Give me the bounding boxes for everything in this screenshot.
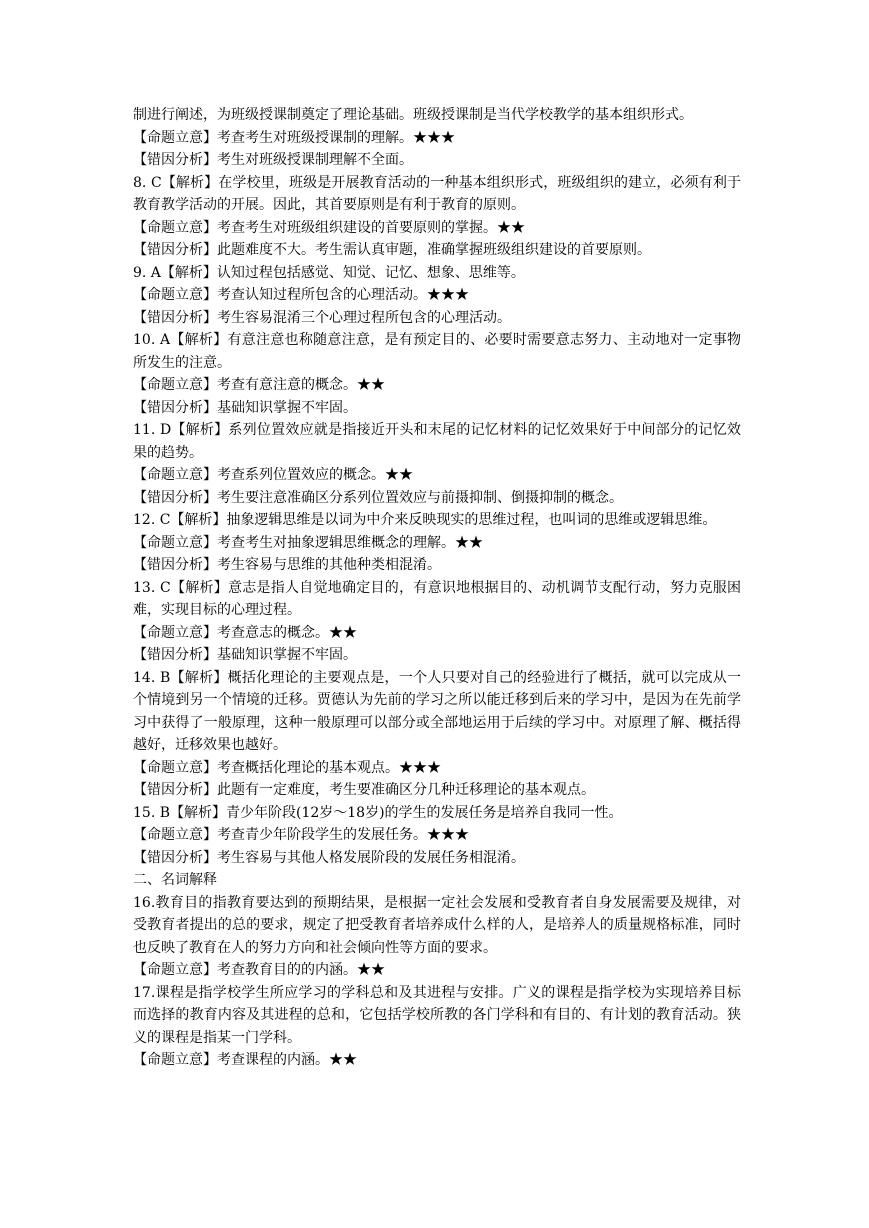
paragraph: 【错因分析】此题有一定难度，考生要准确区分几种迁移理论的基本观点。	[133, 782, 595, 798]
paragraph: 【错因分析】考生容易与其他人格发展阶段的发展任务相混淆。	[133, 849, 525, 866]
paragraph: 10. A【解析】有意注意也称随意注意，是有预定目的、必要时需要意志努力、主动地对一定事物所发生的注意。	[133, 332, 741, 371]
paragraph: 【错因分析】基础知识掌握不牢固。	[133, 399, 357, 416]
paragraph: 【命题立意】考查考生对班级授课制的理解。★★★	[133, 129, 455, 146]
paragraph: 8. C【解析】在学校里，班级是开展教育活动的一种基本组织形式，班级组织的建立，必须有利于教育教学活动的开展。因此，其首要原则是有利于教育的原则。	[133, 174, 741, 213]
paragraph: 9. A【解析】认知过程包括感觉、知觉、记忆、想象、思维等。	[133, 264, 525, 281]
paragraph: 17.课程是指学校学生所应学习的学科总和及其进程与安排。广义的课程是指学校为实现培养目标而选择的教育内容及其进程的总和，它包括学校所教的各门学科和有目的、有计划的教育活动。狭义的课程是指某一门学科。	[133, 984, 741, 1046]
paragraph: 11. D【解析】系列位置效应就是指接近开头和末尾的记忆材料的记忆效果好于中间部分的记忆效果的趋势。	[133, 422, 741, 461]
paragraph: 制进行阐述，为班级授课制奠定了理论基础。班级授课制是当代学校教学的基本组织形式。	[133, 107, 693, 123]
document-body	[133, 104, 741, 1072]
paragraph: 【错因分析】考生容易与思维的其他种类相混淆。	[133, 557, 441, 573]
paragraph: 16.教育目的指教育要达到的预期结果，是根据一定社会发展和受教育者自身发展需要及规律，对受教育者提出的总的要求，规定了把受教育者培养成什么样的人，是培养人的质量规格标准，同时也反映了教育在人的努力方向和社会倾向性等方面的要求。	[133, 894, 741, 956]
paragraph: 【错因分析】基础知识掌握不牢固。	[133, 647, 357, 663]
paragraph: 【命题立意】考查考生对抽象逻辑思维概念的理解。★★	[133, 534, 483, 551]
paragraph: 12. C【解析】抽象逻辑思维是以词为中介来反映现实的思维过程，也叫词的思维或逻辑思维。	[133, 512, 717, 528]
paragraph: 【错因分析】此题难度不大。考生需认真审题，准确掌握班级组织建设的首要原则。	[133, 242, 651, 258]
paragraph: 【命题立意】考查意志的概念。★★	[133, 624, 357, 641]
paragraph: 【命题立意】考查课程的内涵。★★	[133, 1052, 357, 1068]
paragraph: 13. C【解析】意志是指人自觉地确定目的，有意识地根据目的、动机调节支配行动，努力克服困难，实现目标的心理过程。	[133, 579, 741, 618]
paragraph: 【命题立意】考查考生对班级组织建设的首要原则的掌握。★★	[133, 219, 525, 236]
paragraph: 【命题立意】考查认知过程所包含的心理活动。★★★	[133, 287, 469, 303]
paragraph: 【命题立意】考查系列位置效应的概念。★★	[133, 467, 413, 483]
section-heading: 二、名词解释	[133, 872, 217, 888]
paragraph: 【错因分析】考生要注意准确区分系列位置效应与前摄抑制、倒摄抑制的概念。	[133, 489, 623, 506]
paragraph: 【错因分析】考生容易混淆三个心理过程所包含的心理活动。	[133, 309, 511, 326]
paragraph: 15. B【解析】青少年阶段(12岁～18岁)的学生的发展任务是培养自我同一性。	[133, 804, 623, 821]
paragraph: 14. B【解析】概括化理论的主要观点是，一个人只要对自己的经验进行了概括，就可以完成从一个情境到另一个情境的迁移。贾德认为先前的学习之所以能迁移到后来的学习中，是因为在先前学习中获得了一般原理，这种一般原理可以部分或全部地运用于后续的学习中。对原理了解、概括得越好，迁移效果也越好。	[133, 669, 741, 753]
paragraph: 【命题立意】考查教育目的的内涵。★★	[133, 962, 385, 978]
paragraph: 【命题立意】考查有意注意的概念。★★	[133, 377, 385, 393]
paragraph: 【命题立意】考查概括化理论的基本观点。★★★	[133, 759, 441, 776]
paragraph: 【错因分析】考生对班级授课制理解不全面。	[133, 152, 413, 168]
paragraph: 【命题立意】考查青少年阶段学生的发展任务。★★★	[133, 827, 469, 843]
